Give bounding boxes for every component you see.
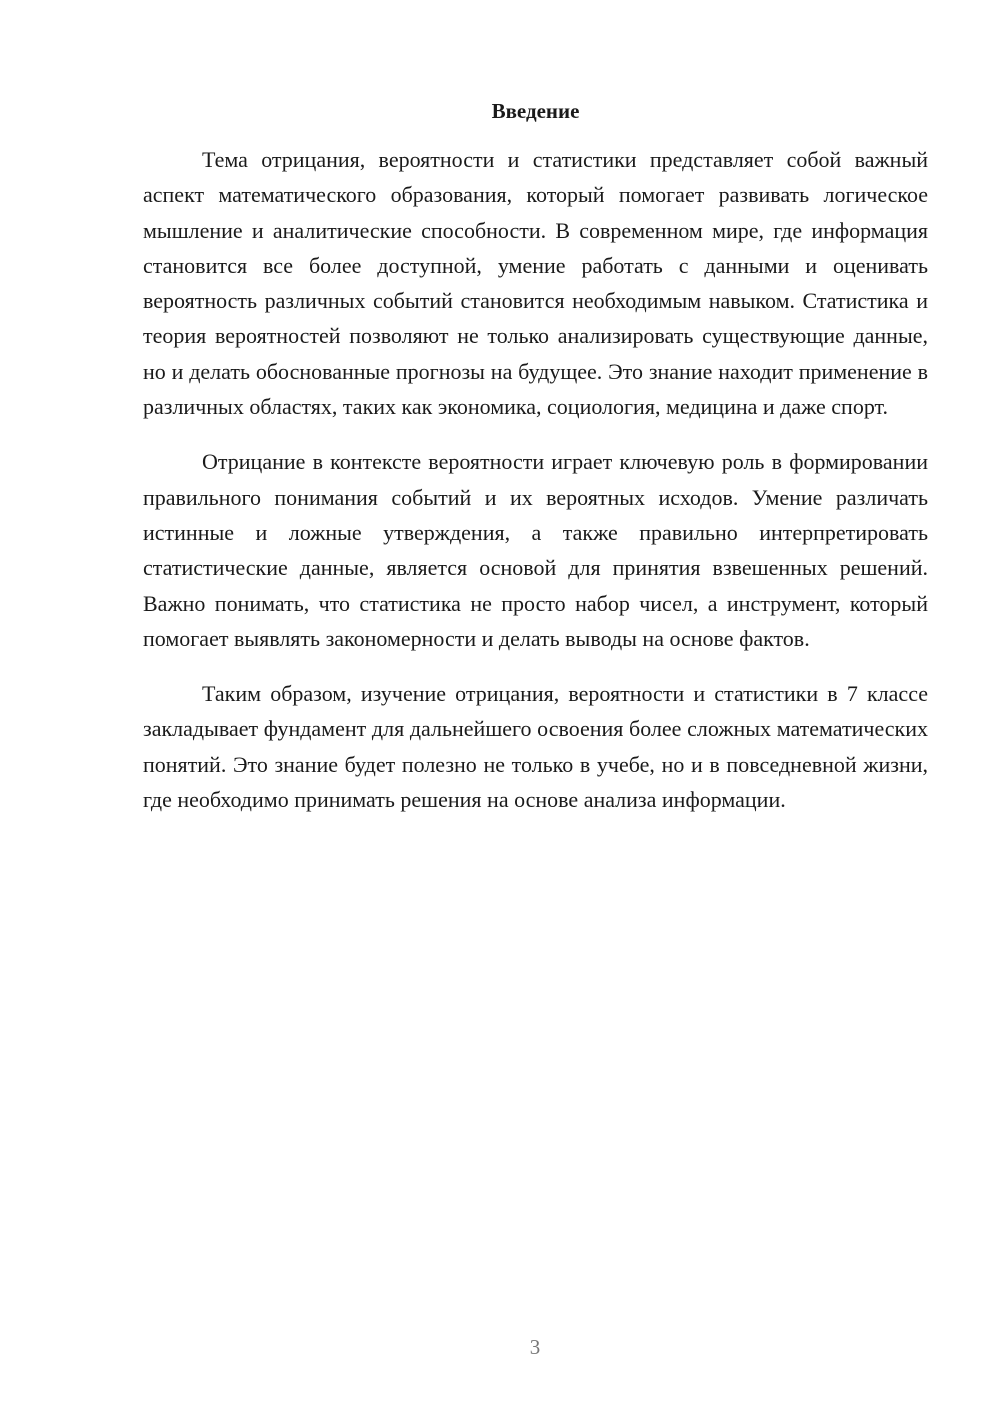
body-text [143, 142, 928, 837]
paragraph-3: Таким образом, изучение отрицания, вероятности и статистики в 7 классе закладывает фундамент для дальнейшего освоения более сложных математических понятий. Это знание будет полезно не только в учебе, но и в повседневной жизни, где необходимо принимать решения на основе анализа информации. [143, 681, 928, 813]
paragraph-2: Отрицание в контексте вероятности играет ключевую роль в формировании правильного понимания событий и их вероятных исходов. Умение различать истинные и ложные утверждения, а также правильно интерпретировать статистические данные, является основой для принятия взвешенных решений. Важно понимать, что статистика не просто набор чисел, а инструмент, который помогает выявлять закономерности и делать выводы на основе фактов. [143, 449, 928, 651]
paragraph-1: Тема отрицания, вероятности и статистики представляет собой важный аспект математического образования, который помогает развивать логическое мышление и аналитические способности. В современном мире, где информация становится все более доступной, умение работать с данными и оценивать вероятность различных событий становится необходимым навыком. Статистика и теория вероятностей позволяют не только анализировать существующие данные, но и делать обоснованные прогнозы на будущее. Это знание находит применение в различных областях, таких как экономика, социология, медицина и даже спорт. [143, 147, 928, 420]
page-number: 3 [529, 1335, 541, 1359]
section-heading: Введение [491, 99, 580, 123]
